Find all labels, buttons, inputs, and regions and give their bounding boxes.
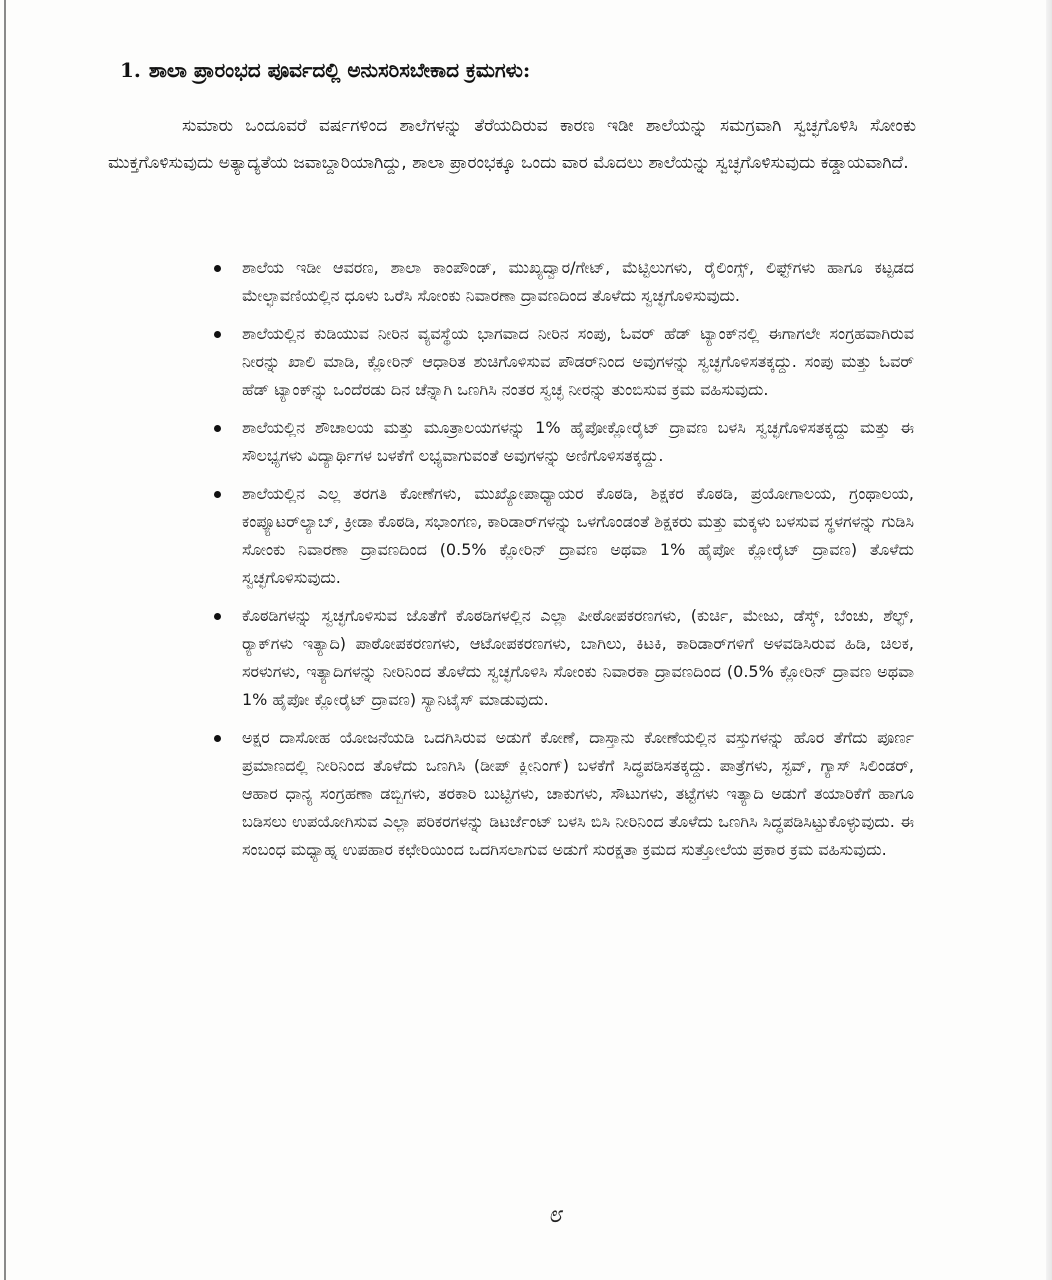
list-item-text: ಕೊಠಡಿಗಳನ್ನು ಸ್ವಚ್ಛಗೊಳಿಸುವ ಜೊತೆಗೆ ಕೊಠಡಿಗಳಲ್ಲಿನ ಎಲ್ಲಾ ಪೀಠೋಪಕರಣಗಳು, (ಕುರ್ಚಿ, ಮೇಜು, ಡೆಸ್ಕ್, ಬೆಂಚು, ಶೆಲ್ಫ್, ರ್‍ಯಾಕ್‌ಗಳು ಇತ್ಯಾದಿ) ಪಾಠೋಪಕರಣಗಳು, ಆಟೋಪಕರಣಗಳು, ಬಾಗಿಲು, ಕಿಟಕಿ, ಕಾರಿಡಾರ್‌ಗಳಿಗೆ ಅಳವಡಿಸಿರುವ ಹಿಡಿ, ಚಿಲಕ, ಸರಳುಗಳು, ಇತ್ಯಾದಿಗಳನ್ನು ನೀರಿನಿಂದ ತೊಳೆದು ಸ್ವಚ್ಛಗೊಳಿಸಿ ಸೋಂಕು ನಿವಾರಕಾ ದ್ರಾವಣದಿಂದ (0.5% ಕ್ಲೋರಿನ್ ದ್ರಾವಣ ಅಥವಾ 1% ಹೈಪೋ ಕ್ಲೋರೈಟ್ ದ್ರಾವಣ) ಸ್ಯಾನಿಟೈಸ್ ಮಾಡುವುದು. [242,606,914,709]
list-item [212,254,914,310]
section-title: ಶಾಲಾ ಪ್ರಾರಂಭದ ಪೂರ್ವದಲ್ಲಿ ಅನುಸರಿಸಬೇಕಾದ ಕ್ರಮಗಳು: [148,58,531,82]
list-item [212,602,914,714]
list-item [212,724,914,864]
bullet-icon [214,491,221,498]
bullet-icon [214,425,221,432]
list-item-text: ಅಕ್ಷರ ದಾಸೋಹ ಯೋಜನೆಯಡಿ ಒದಗಿಸಿರುವ ಅಡುಗೆ ಕೋಣೆ, ದಾಸ್ತಾನು ಕೋಣೆಯಲ್ಲಿನ ವಸ್ತುಗಳನ್ನು ಹೊರ ತೆಗೆದು ಪೂರ್ಣ ಪ್ರಮಾಣದಲ್ಲಿ ನೀರಿನಿಂದ ತೊಳೆದು ಒಣಗಿಸಿ (ಡೀಪ್ ಕ್ಲೀನಿಂಗ್) ಬಳಕೆಗೆ ಸಿದ್ಧಪಡಿಸತಕ್ಕದ್ದು. ಪಾತ್ರೆಗಳು, ಸ್ಟವ್, ಗ್ಯಾಸ್ ಸಿಲಿಂಡರ್, ಆಹಾರ ಧಾನ್ಯ ಸಂಗ್ರಹಣಾ ಡಬ್ಬಿಗಳು, ತರಕಾರಿ ಬುಟ್ಟಿಗಳು, ಚಾಕುಗಳು, ಸೌಟುಗಳು, ತಟ್ಟೆಗಳು ಇತ್ಯಾದಿ ಅಡುಗೆ ತಯಾರಿಕೆಗೆ ಹಾಗೂ ಬಡಿಸಲು ಉಪಯೋಗಿಸುವ ಎಲ್ಲಾ ಪರಿಕರಗಳನ್ನು ಡಿಟರ್ಜೆಂಟ್ ಬಳಸಿ ಬಿಸಿ ನೀರಿನಿಂದ ತೊಳೆದು ಒಣಗಿಸಿ ಸಿದ್ಧಪಡಿಸಿಟ್ಟುಕೊಳ್ಳುವುದು. ಈ ಸಂಬಂಧ ಮಧ್ಯಾಹ್ನ ಉಪಹಾರ ಕಛೇರಿಯಿಂದ ಒದಗಿಸಲಾಗುವ ಅಡುಗೆ ಸುರಕ್ಷತಾ ಕ್ರಮದ ಸುತ್ತೋಲೆಯ ಪ್ರಕಾರ ಕ್ರಮ ವಹಿಸುವುದು. [242,728,914,859]
list-item-text: ಶಾಲೆಯಲ್ಲಿನ ಎಲ್ಲ ತರಗತಿ ಕೋಣೆಗಳು, ಮುಖ್ಯೋಪಾಧ್ಯಾಯರ ಕೊಠಡಿ, ಶಿಕ್ಷಕರ ಕೊಠಡಿ, ಪ್ರಯೋಗಾಲಯ, ಗ್ರಂಥಾಲಯ, ಕಂಪ್ಯೂಟರ್‌ಲ್ಯಾಬ್, ಕ್ರೀಡಾ ಕೊಠಡಿ, ಸಭಾಂಗಣ, ಕಾರಿಡಾರ್‌ಗಳನ್ನು ಒಳಗೊಂಡಂತೆ ಶಿಕ್ಷಕರು ಮತ್ತು ಮಕ್ಕಳು ಬಳಸುವ ಸ್ಥಳಗಳನ್ನು ಗುಡಿಸಿ ಸೋಂಕು ನಿವಾರಣಾ ದ್ರಾವಣದಿಂದ (0.5% ಕ್ಲೋರಿನ್ ದ್ರಾವಣ ಅಥವಾ 1% ಹೈಪೋ ಕ್ಲೋರೈಟ್ ದ್ರಾವಣ) ತೊಳೆದು ಸ್ವಚ್ಛಗೊಳಿಸುವುದು. [242,484,914,587]
bullet-icon [214,735,221,742]
list-item [212,480,914,592]
page-number-mark: ೮ [548,1200,562,1228]
instruction-list [212,254,914,874]
intro-paragraph: ಸುಮಾರು ಒಂದೂವರೆ ವರ್ಷಗಳಿಂದ ಶಾಲೆಗಳನ್ನು ತೆರೆಯದಿರುವ ಕಾರಣ ಇಡೀ ಶಾಲೆಯನ್ನು ಸಮಗ್ರವಾಗಿ ಸ್ವಚ್ಛಗೊಳಿಸಿ ಸೋಂಕು ಮುಕ್ತಗೊಳಿಸುವುದು ಅತ್ಯಾದ್ಯತೆಯ ಜವಾಬ್ದಾರಿಯಾಗಿದ್ದು, ಶಾಲಾ ಪ್ರಾರಂಭಕ್ಕೂ ಒಂದು ವಾರ ಮೊದಲು ಶಾಲೆಯನ್ನು ಸ್ವಚ್ಛಗೊಳಿಸುವುದು ಕಡ್ಡಾಯವಾಗಿದೆ. [108,116,916,173]
list-item-text: ಶಾಲೆಯಲ್ಲಿನ ಶೌಚಾಲಯ ಮತ್ತು ಮೂತ್ರಾಲಯಗಳನ್ನು 1% ಹೈಪೋಕ್ಲೋರೈಟ್ ದ್ರಾವಣ ಬಳಸಿ ಸ್ವಚ್ಛಗೊಳಿಸತಕ್ಕದ್ದು ಮತ್ತು ಈ ಸೌಲಭ್ಯಗಳು ವಿದ್ಯಾರ್ಥಿಗಳ ಬಳಕೆಗೆ ಲಭ್ಯವಾಗುವಂತೆ ಅವುಗಳನ್ನು ಅಣಿಗೊಳಿಸತಕ್ಕದ್ದು. [242,418,914,465]
list-item [212,414,914,470]
list-item [212,320,914,404]
bullet-icon [214,265,221,272]
bullet-icon [214,613,221,620]
section-number: 1. [120,58,141,82]
page-edge-rule [4,0,6,1280]
list-item-text: ಶಾಲೆಯಲ್ಲಿನ ಕುಡಿಯುವ ನೀರಿನ ವ್ಯವಸ್ಥೆಯ ಭಾಗವಾದ ನೀರಿನ ಸಂಪು, ಓವರ್ ಹೆಡ್ ಟ್ಯಾಂಕ್‌ನಲ್ಲಿ ಈಗಾಗಲೇ ಸಂಗ್ರಹವಾಗಿರುವ ನೀರನ್ನು ಖಾಲಿ ಮಾಡಿ, ಕ್ಲೋರಿನ್ ಆಧಾರಿತ ಶುಚಿಗೊಳಿಸುವ ಪೌಡರ್‌ನಿಂದ ಅವುಗಳನ್ನು ಸ್ವಚ್ಛಗೊಳಿಸತಕ್ಕದ್ದು. ಸಂಪು ಮತ್ತು ಓವರ್ ಹೆಡ್ ಟ್ಯಾಂಕ್‌ನ್ನು ಒಂದೆರಡು ದಿನ ಚೆನ್ನಾಗಿ ಒಣಗಿಸಿ ನಂತರ ಸ್ವಚ್ಛ ನೀರನ್ನು ತುಂಬಿಸುವ ಕ್ರಮ ವಹಿಸುವುದು. [242,324,914,399]
bullet-icon [214,331,221,338]
page-edge-shadow [1046,0,1052,1280]
section-heading [120,58,920,82]
list-item-text: ಶಾಲೆಯ ಇಡೀ ಆವರಣ, ಶಾಲಾ ಕಾಂಪೌಂಡ್, ಮುಖ್ಯದ್ವಾರ/ಗೇಟ್, ಮೆಟ್ಟಿಲುಗಳು, ರೈಲಿಂಗ್ಸ್, ಲಿಫ್ಟ್‌ಗಳು ಹಾಗೂ ಕಟ್ಟಡದ ಮೇಲ್ಛಾವಣಿಯಲ್ಲಿನ ಧೂಳು ಒರೆಸಿ ಸೋಂಕು ನಿವಾರಣಾ ದ್ರಾವಣದಿಂದ ತೊಳೆದು ಸ್ವಚ್ಛಗೊಳಿಸುವುದು. [242,258,914,305]
